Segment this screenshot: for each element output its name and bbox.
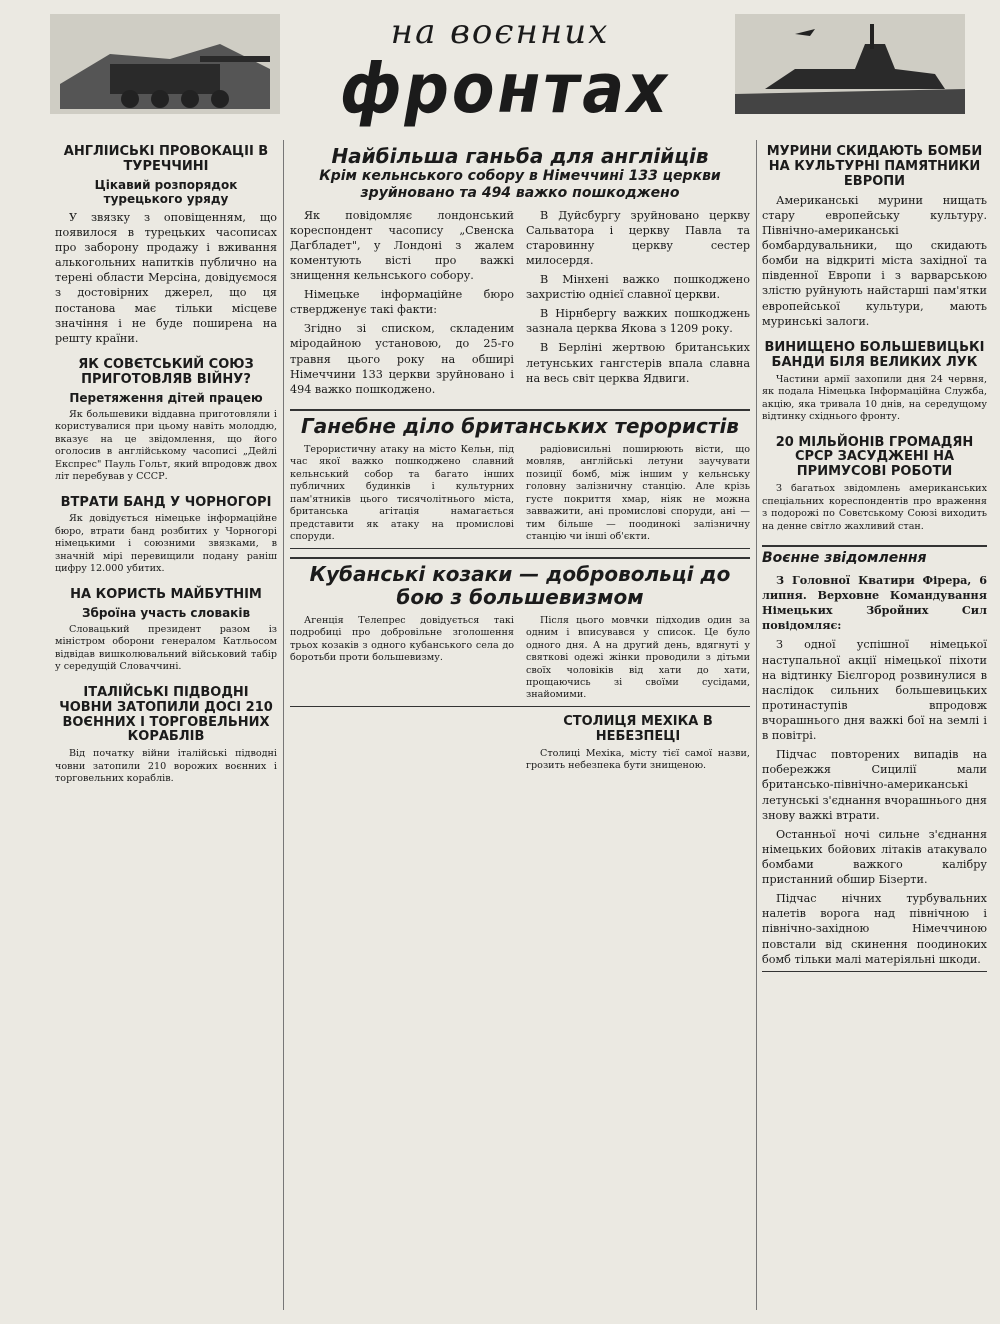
left-column xyxy=(55,145,277,1310)
paragraph: Останньої ночі сильне з'єднання німецьких бойових літаків атакувало бомбами важкого калібру пристанний обшир Бізерти. xyxy=(762,827,987,887)
paragraph: Як большевики віддавна приготовляли і користувалися при цьому навіть молоддю, вказує на це звідомлення, що його оголосив в англійському часописі „Дейлі Експрес" Пауль Гольт, який впродовж двох літ перебував у СССР. xyxy=(55,408,277,483)
masthead-subtitle: на воєнних xyxy=(390,12,610,52)
subheadline: Зброїна участь словаків xyxy=(81,605,251,620)
headline: Ганебне діло британських терористів xyxy=(301,413,739,438)
paragraph: В Берліні жертвою британських летунських гангстерів впала славна на весь світ церква Ядвиги. xyxy=(526,341,750,385)
headline: ІТАЛІЙСЬКІ ПІДВОДНІ ЧОВНИ ЗАТОПИЛИ ДОСІ 210 ВОЄННИХ І ТОРГОВЕЛЬНИХ КОРАБЛІВ xyxy=(59,684,273,745)
paragraph: Німецьке інформаційне бюро ствердженує такі факти: xyxy=(290,288,514,317)
right-column xyxy=(762,145,987,1310)
article-soviet-war xyxy=(55,358,277,484)
paragraph: Терористичну атаку на місто Кельн, під час якої важко пошкоджено славний кельнський собор та багато інших публичних будинків і культурних пам'ятників цього тисячолітнього міста, британська агітація намагається представити як атаку на промислові споруди. xyxy=(290,443,514,543)
article-cologne xyxy=(290,145,750,401)
paragraph: Агенція Телепрес довідується такі подробиці про добровільне зголошення трьох козаків з одного кубанського села до боротьби проти большевизму. xyxy=(290,614,514,664)
headline: Воєнне звідомлення xyxy=(762,550,927,567)
subheadline: Цікавий розпорядок турецького уряду xyxy=(94,177,238,206)
article-moors xyxy=(762,145,987,329)
headline: Кубанські козаки — добровольці до бою з большевизмом xyxy=(309,561,731,609)
article-war-report xyxy=(762,545,987,972)
paragraph: Підчас повторених випадів на побережжя Сицилії мали британсько-північно-американські летунські з'єднання вчорашнього дня знову важкі втрати. xyxy=(762,748,987,822)
headline: ЯК СОВЄТСЬКИЙ СОЮЗ ПРИГОТОВЛЯВ ВІЙНУ? xyxy=(78,356,254,387)
warship-illustration xyxy=(735,14,965,114)
paragraph: Як повідомляє лондонський кореспондент часопису „Свенска Дагбладет", у Лондоні з жалем коментують вісті про важкі знищення кельнського собору. xyxy=(290,208,514,283)
paragraph: Американські мурини нищать стару европейську культуру. Північно-американські бомбардувальники, що скидають бомби на відкриті міста західної та південної Европи і з варварською злістю руйнують найстарші пам'ятки европейської культури, мають муринські залоги. xyxy=(762,193,987,328)
paragraph: Після цього мовчки підходив один за одним і вписувався у список. Це було одного дня. А на другий день, вдягнуті у святкові одежі жінки проводили з дітьми своїх чоловіків від хати до хати, прощаючись зі своїми сусідами, знайомими. xyxy=(526,614,750,701)
paragraph: В Мінхені важко пошкоджено захристію однієї славної церкви. xyxy=(526,273,750,302)
paragraph: У звязку з оповіщенням, що появилося в турецьких часописах про заборону продажу і вживання алькогольних напитків публично на терені области Мерсіна, довідуємося з достовірних джерел, що ця постанова має тільки місцеве значіння і не буде поширена на решту країни. xyxy=(55,210,277,345)
headline: 20 МІЛЬЙОНІВ ГРОМАДЯН СРСР ЗАСУДЖЕНІ НА ПРИМУСОВІ РОБОТИ xyxy=(775,434,974,480)
paragraph: В Дуйсбургу зруйновано церкву Сальватора і церкву Павла та старовинну церкву сестер милосердя. xyxy=(526,208,750,267)
paragraph: Частини армії захопили дня 24 червня, як подала Німецька Інформаційна Служба, акцію, яка тривала 10 днів, на середущому відтинку східнього фронту. xyxy=(762,373,987,423)
headline: НА КОРИСТЬ МАЙБУТНІМ xyxy=(70,586,262,602)
paragraph: Як довідується німецьке інформаційне бюро, втрати банд розбитих у Чорногорі німецькими і союзними звязками, в значній мірі перевищили подану раніш цифру 12.000 убитих. xyxy=(55,513,277,575)
paragraph: З багатьох звідомлень американських спеціальних кореспондентів про враження з подорожі по Совєтському Союзі виходить на денне світло жахливий стан. xyxy=(762,483,987,532)
paragraph: радіовисильні поширюють вісти, що мовляв, англійські летуни заучувати позиції бомб, між іншим у кельнську головну залізничну станцію. Але крізь густе покриття хмар, ніяк не можна завважити, ані промислові споруди, ані — тим більше — поодинокі залізничну станцію чи інші об'єкти. xyxy=(526,443,750,543)
paragraph: Від початку війни італійські підводні човни затопили 210 ворожих воєнних і торговельних кораблів. xyxy=(55,748,277,785)
article-italian-submarines xyxy=(55,686,277,786)
paragraph: Згідно зі списком, складеним міродайною установою, до 25-го травня цього року на обширі Німеччини 133 церкви зруйновано і 494 важко пошкоджено. xyxy=(290,322,514,396)
column-divider xyxy=(756,140,757,1310)
headline: МУРИНИ СКИДАЮТЬ БОМБИ НА КУЛЬТУРНІ ПАМЯТНИКИ ЕВРОПИ xyxy=(766,145,983,189)
paragraph: З одної успішної німецької наступальної акції німецької піхоти на відтинку Бієлгород розвинулися в наслідок сильних большевицьких протинаступів впродовж вчорашнього дня важкі бої на землі і в повітрі. xyxy=(762,638,987,743)
subheadline: Крім кельнського собору в Німеччині 133 церкви зруйновано та 494 важко пошкоджено xyxy=(319,168,721,201)
article-forced-labor xyxy=(762,436,987,534)
paragraph: В Нірнбергу важких пошкоджень зазнала церква Якова з 1209 року. xyxy=(526,307,750,336)
headline: ВТРАТИ БАНД У ЧОРНОГОРІ xyxy=(60,494,272,510)
tank-illustration xyxy=(50,14,280,114)
article-bolshevik-bands xyxy=(762,341,987,424)
headline: ВИНИЩЕНО БОЛЬШЕВИЦЬКІ БАНДИ БІЛЯ ВЕЛИКИХ ЛУК xyxy=(764,339,985,370)
paragraph: Словацький президент разом із міністром оборони генералом Катльосом відвідав вишколювальний військовий табір у середущій Словаччині. xyxy=(55,623,277,673)
headline: СТОЛИЦЯ МЕХІКА В НЕБЕЗПЕЦІ xyxy=(563,713,713,744)
headline: АНГЛІЙСЬКІ ПРОВОКАЦІЇ В ТУРЕЧЧИНІ xyxy=(63,145,269,174)
masthead-title: фронтах xyxy=(339,48,671,129)
dateline: З Головної Кватири Фірера, 6 липня. Верховне Командування Німецьких Збройних Сил повідомляє: xyxy=(762,573,987,633)
headline: Найбільша ганьба для англійців xyxy=(331,145,709,168)
column-divider xyxy=(283,140,284,1310)
paragraph: Підчас нічних турбувальних налетів ворога над північною і північно-західною Німеччиною повстали від скинення поодиноких бомб тільки малі матеріяльні шкоди. xyxy=(762,892,987,966)
masthead xyxy=(0,0,1000,128)
article-terrorists xyxy=(290,409,750,549)
subheadline: Перетяження дітей працею xyxy=(69,390,263,405)
center-column xyxy=(290,145,750,1310)
article-english-provocations xyxy=(55,145,277,346)
article-chornohora-losses xyxy=(55,496,277,576)
article-cossacks xyxy=(290,557,750,707)
article-mexico xyxy=(526,715,750,773)
article-future xyxy=(55,588,277,674)
paragraph: Столиці Мехіка, місту тієї самої назви, грозить небезпека бути знищеною. xyxy=(526,747,750,772)
